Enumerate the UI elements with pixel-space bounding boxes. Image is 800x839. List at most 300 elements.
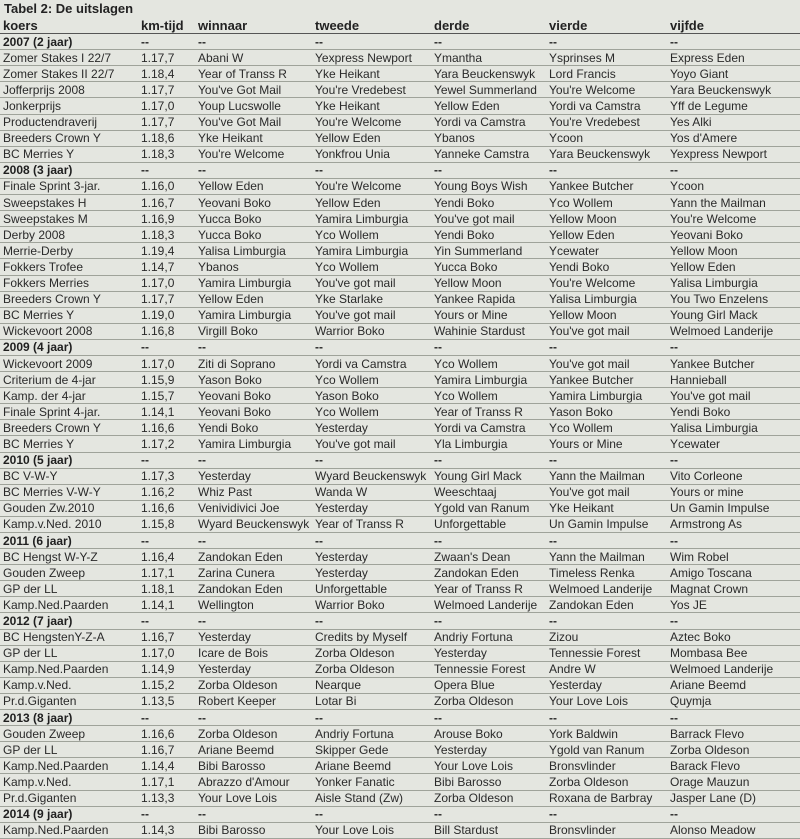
year-label: 2007 (2 jaar) [0,34,138,50]
second: Yco Wollem [312,259,431,275]
third: Yendi Boko [431,195,546,211]
third: Weeschtaaj [431,484,546,500]
km-time: -- [138,613,195,629]
fifth: You've got mail [667,388,800,404]
year-section-row [0,806,800,822]
fifth: -- [667,452,800,468]
winner: -- [195,806,312,822]
fourth: You're Welcome [546,82,667,98]
fifth: Hannieball [667,372,800,388]
fourth: You're Welcome [546,275,667,291]
fourth: Your Love Lois [546,693,667,709]
fourth: -- [546,533,667,549]
third: -- [431,34,546,50]
km-time: 1.14,7 [138,259,195,275]
table-row [0,597,800,613]
winner: Ybanos [195,259,312,275]
fifth: -- [667,162,800,178]
second: Yason Boko [312,388,431,404]
second: You're Vredebest [312,82,431,98]
winner: Whiz Past [195,484,312,500]
km-time: 1.16,2 [138,484,195,500]
fifth: Yendi Boko [667,404,800,420]
third: Yucca Boko [431,259,546,275]
race-name: Kamp.Ned.Paarden [0,758,138,774]
second: Ariane Beemd [312,758,431,774]
km-time: 1.18,1 [138,581,195,597]
winner: Zorba Oldeson [195,726,312,742]
fourth: You've got mail [546,323,667,339]
col-vijfde-header: vijfde [667,18,800,34]
table-row [0,500,800,516]
year-section-row [0,34,800,50]
fifth: Barrack Flevo [667,726,800,742]
table-row [0,436,800,452]
winner: Yucca Boko [195,227,312,243]
results-table [0,18,800,839]
table-row [0,677,800,693]
third: Yesterday [431,645,546,661]
table-row [0,629,800,645]
fifth: Jasper Lane (D) [667,790,800,806]
second: Yonkfrou Unia [312,146,431,162]
fourth: Ysprinses M [546,50,667,66]
table-row [0,50,800,66]
km-time: 1.14,9 [138,661,195,677]
fifth: Yos JE [667,597,800,613]
fifth: Yalisa Limburgia [667,275,800,291]
second: Yonker Fanatic [312,774,431,790]
table-row [0,355,800,371]
table-row [0,661,800,677]
race-name: Kamp.Ned.Paarden [0,661,138,677]
km-time: 1.17,7 [138,291,195,307]
winner: -- [195,162,312,178]
second: -- [312,710,431,726]
fifth: Un Gamin Impulse [667,500,800,516]
fourth: -- [546,34,667,50]
race-name: BC Merries Y [0,436,138,452]
third: Unforgettable [431,516,546,532]
fourth: -- [546,613,667,629]
table-row [0,742,800,758]
fifth: Express Eden [667,50,800,66]
km-time: -- [138,533,195,549]
year-section-row [0,452,800,468]
winner: -- [195,710,312,726]
table-row [0,178,800,194]
winner: Yamira Limburgia [195,275,312,291]
table-row [0,516,800,532]
winner: Yesterday [195,661,312,677]
second: Year of Transs R [312,516,431,532]
third: Bibi Barosso [431,774,546,790]
km-time: 1.17,2 [138,436,195,452]
second: Yke Heikant [312,98,431,114]
fourth: Yco Wollem [546,195,667,211]
km-time: 1.18,3 [138,146,195,162]
table-row [0,388,800,404]
fifth: Yoyo Giant [667,66,800,82]
third: Yours or Mine [431,307,546,323]
km-time: 1.16,7 [138,195,195,211]
winner: Youp Lucswolle [195,98,312,114]
table-row [0,195,800,211]
fifth: -- [667,533,800,549]
fifth: Vito Corleone [667,468,800,484]
fourth: Yara Beuckenswyk [546,146,667,162]
second: Zorba Oldeson [312,661,431,677]
table-row [0,645,800,661]
race-name: Zomer Stakes II 22/7 [0,66,138,82]
second: -- [312,613,431,629]
fifth: -- [667,339,800,355]
second: Credits by Myself [312,629,431,645]
fourth: Yendi Boko [546,259,667,275]
third: Yordi va Camstra [431,420,546,436]
fourth: You've got mail [546,484,667,500]
km-time: 1.14,3 [138,822,195,838]
third: Yla Limburgia [431,436,546,452]
third: Ymantha [431,50,546,66]
km-time: 1.16,7 [138,629,195,645]
fourth: Andre W [546,661,667,677]
winner: You've Got Mail [195,82,312,98]
race-name: Gouden Zw.2010 [0,500,138,516]
second: Yamira Limburgia [312,211,431,227]
km-time: 1.15,8 [138,516,195,532]
fourth: Yankee Butcher [546,372,667,388]
fourth: -- [546,806,667,822]
km-time: 1.17,7 [138,82,195,98]
third: Year of Transs R [431,581,546,597]
third: -- [431,162,546,178]
fourth: You've got mail [546,355,667,371]
winner: Abrazzo d'Amour [195,774,312,790]
fifth: Amigo Toscana [667,565,800,581]
km-time: 1.16,9 [138,211,195,227]
table-row [0,211,800,227]
second: Yamira Limburgia [312,243,431,259]
km-time: 1.18,6 [138,130,195,146]
fifth: -- [667,34,800,50]
km-time: 1.14,4 [138,758,195,774]
km-time: 1.13,5 [138,693,195,709]
winner: Yellow Eden [195,291,312,307]
second: Yexpress Newport [312,50,431,66]
second: Yesterday [312,549,431,565]
third: Yco Wollem [431,355,546,371]
table-row [0,726,800,742]
fourth: Tennessie Forest [546,645,667,661]
fourth: Yellow Moon [546,307,667,323]
second: Yellow Eden [312,195,431,211]
fifth: Yalisa Limburgia [667,420,800,436]
race-name: Pr.d.Giganten [0,790,138,806]
km-time: 1.16,0 [138,178,195,194]
year-label: 2013 (8 jaar) [0,710,138,726]
fifth: You're Welcome [667,211,800,227]
fifth: Aztec Boko [667,629,800,645]
fifth: Yours or mine [667,484,800,500]
second: Yesterday [312,500,431,516]
third: Yankee Rapida [431,291,546,307]
race-name: Finale Sprint 4-jar. [0,404,138,420]
km-time: 1.16,7 [138,742,195,758]
second: You're Welcome [312,114,431,130]
table-row [0,774,800,790]
second: -- [312,162,431,178]
fourth: Yann the Mailman [546,468,667,484]
table-row [0,130,800,146]
km-time: 1.19,4 [138,243,195,259]
fifth: Yos d'Amere [667,130,800,146]
km-time: -- [138,34,195,50]
fifth: Orage Mauzun [667,774,800,790]
table-row [0,693,800,709]
third: Zorba Oldeson [431,790,546,806]
third: Yara Beuckenswyk [431,66,546,82]
race-name: Breeders Crown Y [0,130,138,146]
table-row [0,227,800,243]
winner: Yeovani Boko [195,195,312,211]
table-row [0,146,800,162]
km-time: 1.16,6 [138,420,195,436]
header-row [0,18,800,34]
winner: Bibi Barosso [195,758,312,774]
race-name: Kamp.v.Ned. 2010 [0,516,138,532]
third: Yewel Summerland [431,82,546,98]
race-name: Zomer Stakes I 22/7 [0,50,138,66]
third: You've got mail [431,211,546,227]
second: Aisle Stand (Zw) [312,790,431,806]
third: Ybanos [431,130,546,146]
third: Wahinie Stardust [431,323,546,339]
winner: Venividivici Joe [195,500,312,516]
winner: You're Welcome [195,146,312,162]
col-tweede-header: tweede [312,18,431,34]
third: Yellow Eden [431,98,546,114]
second: Wanda W [312,484,431,500]
winner: Robert Keeper [195,693,312,709]
winner: -- [195,533,312,549]
km-time: -- [138,710,195,726]
fifth: Mombasa Bee [667,645,800,661]
winner: You've Got Mail [195,114,312,130]
table-row [0,404,800,420]
race-name: BC Merries Y [0,146,138,162]
second: Lotar Bi [312,693,431,709]
winner: Wellington [195,597,312,613]
table-row [0,243,800,259]
fourth: Bronsvlinder [546,822,667,838]
table-row [0,82,800,98]
third: Yanneke Camstra [431,146,546,162]
fourth: Ygold van Ranum [546,742,667,758]
km-time: 1.13,3 [138,790,195,806]
km-time: -- [138,339,195,355]
winner: Yamira Limburgia [195,307,312,323]
fourth: Zandokan Eden [546,597,667,613]
km-time: 1.17,7 [138,50,195,66]
fifth: Magnat Crown [667,581,800,597]
winner: Zorba Oldeson [195,677,312,693]
race-name: Gouden Zweep [0,565,138,581]
km-time: 1.15,2 [138,677,195,693]
race-name: Pr.d.Giganten [0,693,138,709]
third: Yamira Limburgia [431,372,546,388]
third: Zwaan's Dean [431,549,546,565]
second: Yco Wollem [312,372,431,388]
third: Andriy Fortuna [431,629,546,645]
second: Your Love Lois [312,822,431,838]
fifth: Young Girl Mack [667,307,800,323]
race-name: GP der LL [0,645,138,661]
race-name: Fokkers Merries [0,275,138,291]
fifth: Ycewater [667,436,800,452]
third: Young Girl Mack [431,468,546,484]
table-row [0,275,800,291]
third: Yendi Boko [431,227,546,243]
race-name: BC Hengst W-Y-Z [0,549,138,565]
race-name: Kamp.Ned.Paarden [0,822,138,838]
fourth: Ycoon [546,130,667,146]
fourth: Yann the Mailman [546,549,667,565]
race-name: Kamp.v.Ned. [0,774,138,790]
fifth: -- [667,710,800,726]
third: Tennessie Forest [431,661,546,677]
second: Skipper Gede [312,742,431,758]
fourth: Yours or Mine [546,436,667,452]
second: Nearque [312,677,431,693]
winner: Yalisa Limburgia [195,243,312,259]
winner: Yeovani Boko [195,404,312,420]
race-name: Productendraverij [0,114,138,130]
km-time: 1.18,3 [138,227,195,243]
fourth: Roxana de Barbray [546,790,667,806]
fifth: Yff de Legume [667,98,800,114]
winner: Yesterday [195,468,312,484]
fourth: -- [546,710,667,726]
fourth: Zorba Oldeson [546,774,667,790]
km-time: 1.17,3 [138,468,195,484]
year-section-row [0,710,800,726]
fifth: -- [667,806,800,822]
race-name: GP der LL [0,581,138,597]
km-time: 1.15,7 [138,388,195,404]
second: -- [312,339,431,355]
table-row [0,259,800,275]
km-time: 1.14,1 [138,597,195,613]
winner: -- [195,452,312,468]
race-name: Jonkerprijs [0,98,138,114]
second: Yco Wollem [312,227,431,243]
fifth: Yann the Mailman [667,195,800,211]
table-row [0,468,800,484]
second: -- [312,806,431,822]
second: Yesterday [312,420,431,436]
fourth: Yesterday [546,677,667,693]
race-name: Fokkers Trofee [0,259,138,275]
second: You've got mail [312,307,431,323]
fifth: Welmoed Landerije [667,661,800,677]
fifth: Alonso Meadow [667,822,800,838]
fourth: Zizou [546,629,667,645]
fifth: -- [667,613,800,629]
winner: Yke Heikant [195,130,312,146]
fourth: Yellow Moon [546,211,667,227]
fourth: You're Vredebest [546,114,667,130]
km-time: -- [138,452,195,468]
col-vierde-header: vierde [546,18,667,34]
race-name: Jofferprijs 2008 [0,82,138,98]
race-name: Merrie-Derby [0,243,138,259]
race-name: Sweepstakes H [0,195,138,211]
winner: Year of Transs R [195,66,312,82]
winner: Virgill Boko [195,323,312,339]
third: Bill Stardust [431,822,546,838]
year-label: 2014 (9 jaar) [0,806,138,822]
km-time: 1.17,7 [138,114,195,130]
race-name: Sweepstakes M [0,211,138,227]
second: Yordi va Camstra [312,355,431,371]
winner: Bibi Barosso [195,822,312,838]
fourth: Yco Wollem [546,420,667,436]
km-time: 1.17,0 [138,645,195,661]
km-time: 1.17,1 [138,774,195,790]
fourth: York Baldwin [546,726,667,742]
race-name: Kamp. der 4-jar [0,388,138,404]
fifth: Yara Beuckenswyk [667,82,800,98]
table-row [0,66,800,82]
winner: Yendi Boko [195,420,312,436]
second: Zorba Oldeson [312,645,431,661]
fifth: You Two Enzelens [667,291,800,307]
race-name: BC Merries Y [0,307,138,323]
third: Year of Transs R [431,404,546,420]
fourth: Yordi va Camstra [546,98,667,114]
km-time: 1.16,4 [138,549,195,565]
third: -- [431,533,546,549]
race-name: GP der LL [0,742,138,758]
race-name: Criterium de 4-jar [0,372,138,388]
table-row [0,372,800,388]
year-label: 2010 (5 jaar) [0,452,138,468]
third: -- [431,613,546,629]
fourth: Welmoed Landerije [546,581,667,597]
km-time: 1.15,9 [138,372,195,388]
third: Yesterday [431,742,546,758]
race-name: Wickevoort 2009 [0,355,138,371]
table-row [0,307,800,323]
fifth: Yellow Moon [667,243,800,259]
table-row [0,484,800,500]
fourth: Lord Francis [546,66,667,82]
fourth: Yalisa Limburgia [546,291,667,307]
year-label: 2008 (3 jaar) [0,162,138,178]
fifth: Yeovani Boko [667,227,800,243]
winner: Yellow Eden [195,178,312,194]
table-row [0,98,800,114]
table-row [0,549,800,565]
third: -- [431,452,546,468]
fourth: Yellow Eden [546,227,667,243]
col-km-tijd-header: km-tijd [138,18,195,34]
km-time: 1.16,6 [138,500,195,516]
race-name: Breeders Crown Y [0,420,138,436]
year-label: 2011 (6 jaar) [0,533,138,549]
race-name: Kamp.v.Ned. [0,677,138,693]
